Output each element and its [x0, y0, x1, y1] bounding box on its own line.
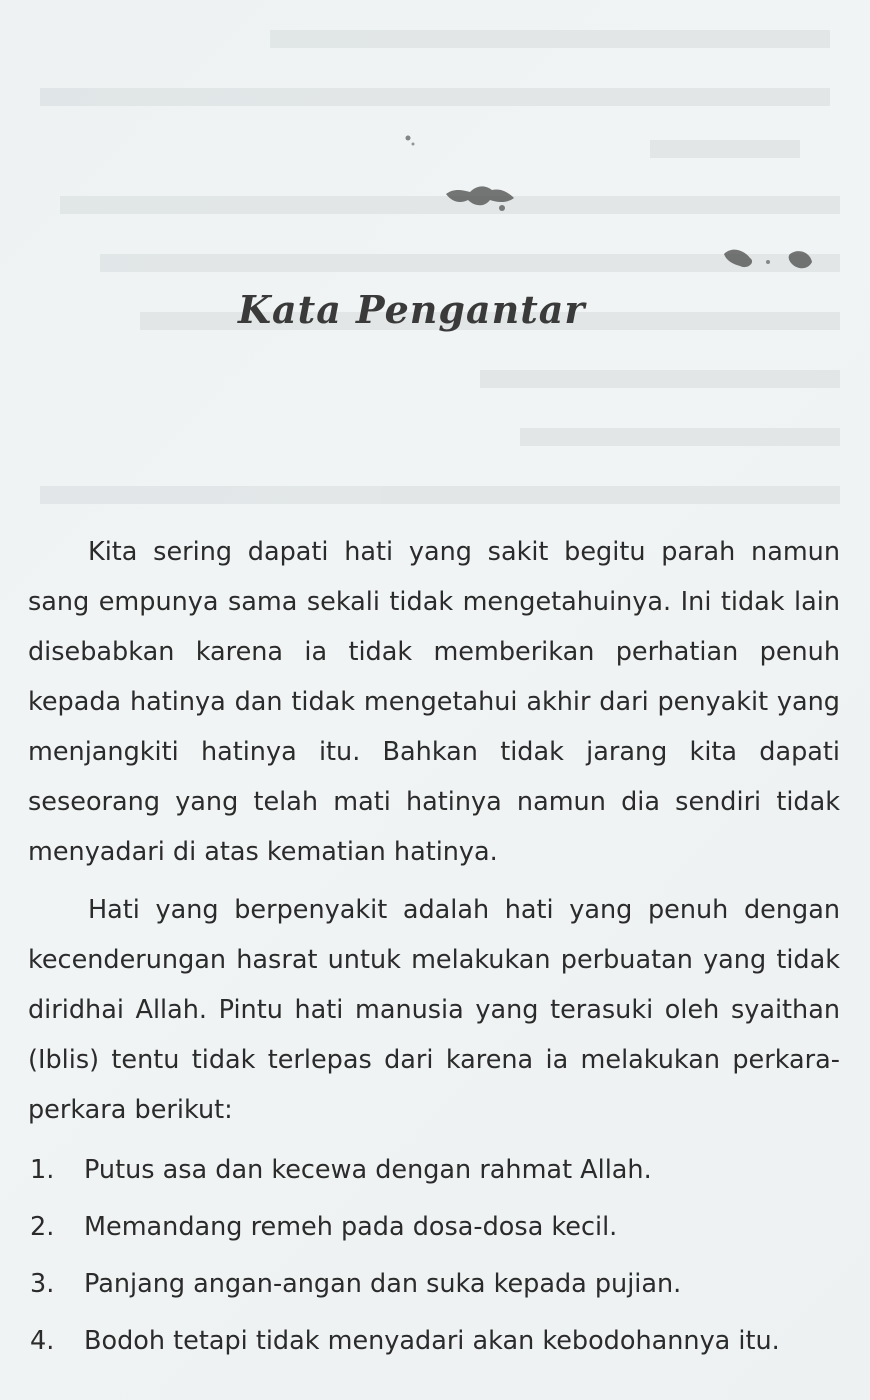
list-item-number: 4.	[30, 1326, 55, 1356]
list-item	[28, 1199, 840, 1256]
list-item	[28, 1142, 840, 1199]
paragraph-second: Hati yang berpenyakit adalah hati yang penuh dengan kecenderungan hasrat untuk melakukan perbuatan yang tidak diridhai Allah. Pintu hati manusia yang terasuki oleh syaithan (Iblis) tentu tidak terlepas dari karena ia melakukan perkara-perkara berikut:	[28, 895, 840, 1125]
ink-splatter-ornament-right	[718, 240, 818, 280]
list-item-text: Putus asa dan kecewa dengan rahmat Allah.	[84, 1155, 652, 1185]
ink-dot-ornament	[400, 130, 420, 150]
list-item-text: Bodoh tetapi tidak menyadari akan kebodohannya itu.	[84, 1326, 780, 1356]
list-item-number: 3.	[30, 1269, 55, 1299]
list-item-number: 2.	[30, 1212, 55, 1242]
list-item-text: Memandang remeh pada dosa-dosa kecil.	[84, 1212, 618, 1242]
page-title: Kata Pengantar	[238, 287, 586, 333]
list-item-text: Panjang angan-angan dan suka kepada pujian.	[84, 1269, 682, 1299]
numbered-list	[28, 1142, 840, 1370]
list-item	[28, 1313, 840, 1370]
list-item-number: 1.	[30, 1155, 55, 1185]
list-item	[28, 1256, 840, 1313]
ink-splatter-ornament-top	[440, 178, 520, 218]
paragraph-intro: Kita sering dapati hati yang sakit begitu parah namun sang empunya sama sekali tidak mengetahuinya. Ini tidak lain disebabkan karena ia tidak memberikan perhatian penuh kepada hatinya dan tidak mengetahui akhir dari penyakit yang menjangkiti hatinya itu. Bahkan tidak jarang kita dapati seseorang yang telah mati hatinya namun dia sendiri tidak menyadari di atas kematian hatinya.	[28, 537, 840, 867]
